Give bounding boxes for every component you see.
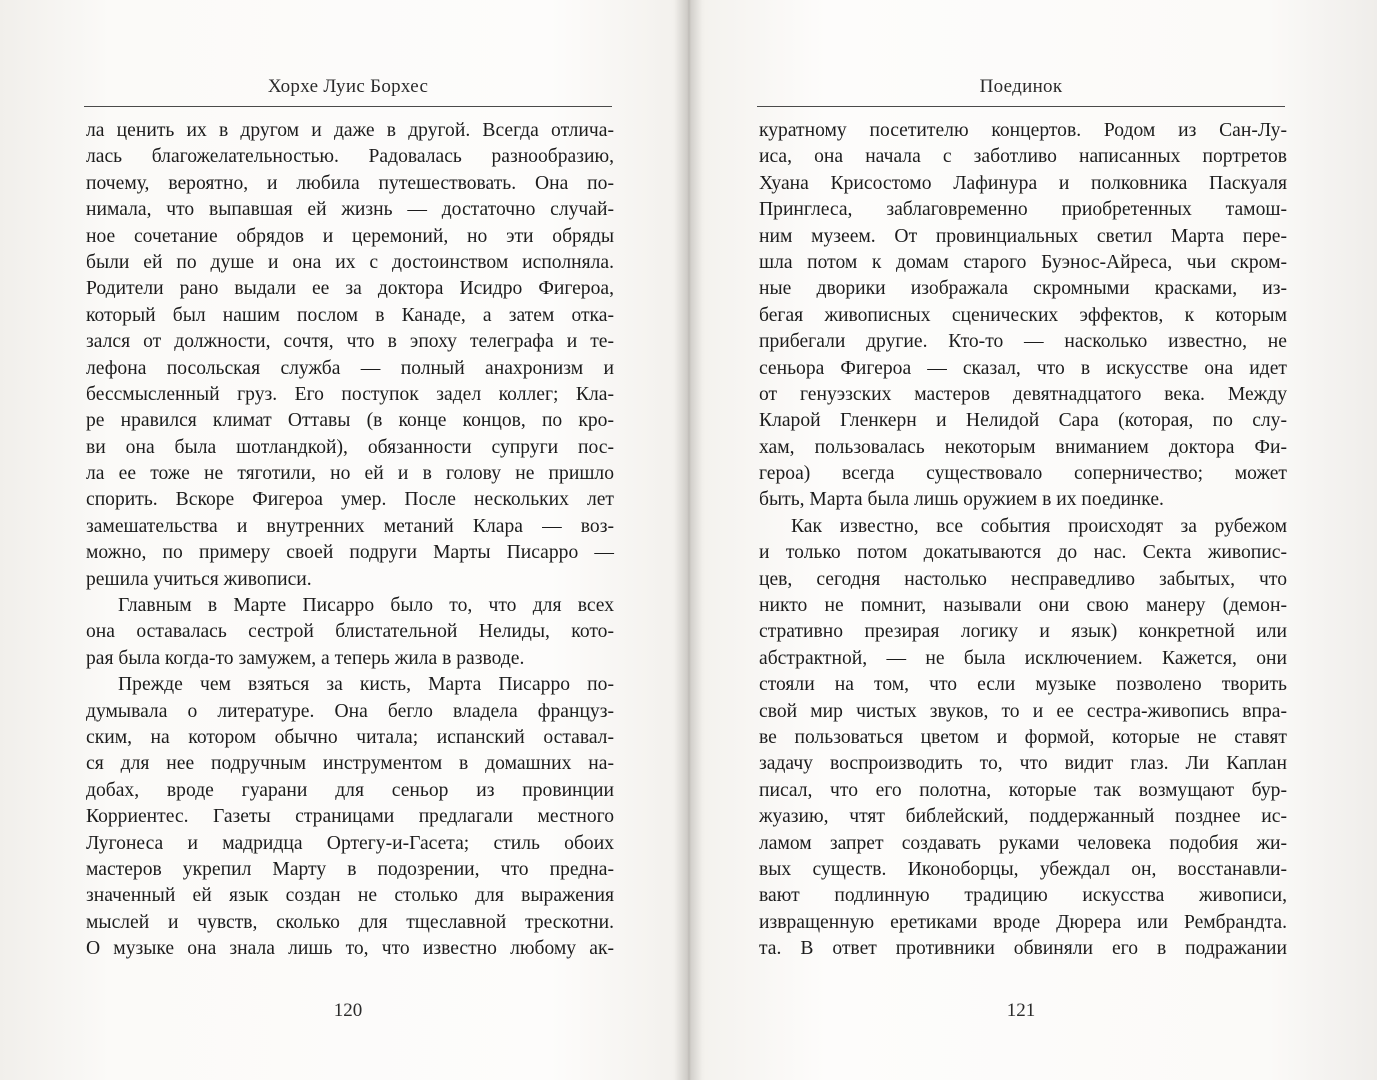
text-line: бессмысленный груз. Его поступок задел коллег; Кла- xyxy=(86,383,614,405)
text-line: бегая живописных сценических эффектов, к которым xyxy=(759,304,1287,326)
text-line: вых существ. Иконоборцы, убеждал он, восстанавли- xyxy=(759,858,1287,880)
text-line: мыслей и чувств, сколько для тщеславной трескотни. xyxy=(86,911,614,933)
text-line: свой мир чистых звуков, то и ее сестра-живопись впра- xyxy=(759,700,1287,722)
text-line: думывала о литературе. Она бегло владела француз- xyxy=(86,700,614,722)
text-line: Кларой Гленкерн и Нелидой Сара (которая, по слу- xyxy=(759,410,1287,432)
text-line: Главным в Марте Писарро было то, что для всех xyxy=(118,595,614,617)
text-line: ви она была шотландкой), обязанности супруги пос- xyxy=(86,436,614,458)
text-line: Хуана Крисостомо Лафинура и полковника Паскуаля xyxy=(759,172,1287,194)
text-line: вают подлинную традицию искусства живописи, xyxy=(759,885,1287,907)
text-line: хам, пользовалась некоторым вниманием доктора Фи- xyxy=(759,436,1287,458)
text-line: ре нравился климат Оттавы (в конце концов, по кро- xyxy=(86,410,614,432)
text-line: ским, на котором обычно читала; испанский оставал- xyxy=(86,726,614,748)
text-line: абстрактной, — не была исключением. Кажется, они xyxy=(759,647,1287,669)
text-line: решила учиться живописи. xyxy=(86,568,312,590)
text-line: рая была когда-то замужем, а теперь жила в разводе. xyxy=(86,647,525,669)
text-line: добах, вроде гуарани для сеньор из провинции xyxy=(86,779,614,801)
text-line: извращенную еретиками вроде Дюрера или Рембрандта. xyxy=(759,911,1287,933)
text-line: можно, по примеру своей подруги Марты Писарро — xyxy=(86,542,614,564)
page-number: 120 xyxy=(333,1000,363,1021)
text-line: ные дворики изображала скромными красками, из- xyxy=(759,278,1287,300)
text-line: спорить. Вскоре Фигероа умер. После нескольких лет xyxy=(86,489,614,511)
text-line: Родители рано выдали ее за доктора Исидро Фигероа, xyxy=(86,278,614,300)
text-line: ним музеем. От провинциальных светил Марта пере- xyxy=(759,225,1287,247)
text-line: она оставалась сестрой блистательной Нелиды, кото- xyxy=(86,621,614,643)
text-line: куратному посетителю концертов. Родом из Сан-Лу- xyxy=(759,120,1287,141)
text-line: нимала, что выпавшая ей жизнь — достаточно случай- xyxy=(86,199,614,221)
text-line: прибегали другие. Кто-то — насколько известно, не xyxy=(759,331,1287,353)
text-line: стояли на том, что если музыке позволено творить xyxy=(759,674,1287,696)
text-line: мастеров укрепил Марту в подозрении, что предна- xyxy=(86,858,614,880)
text-line: героа) всегда существовало соперничество; может xyxy=(759,463,1287,485)
text-line: ла ее тоже не тяготили, но ей и в голову не пришло xyxy=(86,463,614,485)
text-line: Прежде чем взяться за кисть, Марта Писарро по- xyxy=(118,674,614,696)
text-line: ламом запрет создавать руками человека подобия жи- xyxy=(759,832,1287,854)
text-line: Принглеса, заблаговременно приобретенных тамош- xyxy=(759,199,1287,221)
left-page xyxy=(0,0,688,1080)
text-line: и только потом докатываются до нас. Секта живопис- xyxy=(759,542,1287,564)
text-line: почему, вероятно, и любила путешествовать. Она по- xyxy=(86,172,614,194)
text-line: зался от должности, сочтя, что в эпоху телеграфа и те- xyxy=(86,331,614,353)
text-line: та. В ответ противники обвиняли его в подражании xyxy=(759,938,1287,960)
text-line: ла ценить их в другом и даже в другой. Всегда отлича- xyxy=(86,120,614,141)
text-line: задачу воспроизводить то, что видит глаз. Ли Каплан xyxy=(759,753,1287,775)
text-line: ное сочетание обрядов и церемоний, но эти обряды xyxy=(86,225,614,247)
text-line: иса, она начала с заботливо написанных портретов xyxy=(759,146,1287,168)
text-line: ся для нее подручным инструментом в домашних на- xyxy=(86,753,614,775)
text-line: Корриентес. Газеты страницами предлагали местного xyxy=(86,806,614,828)
text-line: ве пользоваться цветом и формой, которые не ставят xyxy=(759,726,1287,748)
header-rule xyxy=(757,106,1285,107)
running-head-title: Поединок xyxy=(979,76,1063,97)
page-number: 121 xyxy=(1006,1000,1036,1021)
text-line: шла потом к домам старого Буэнос-Айреса, чьи скром- xyxy=(759,251,1287,273)
text-line: жуазию, чтят библейский, поддержанный позднее ис- xyxy=(759,806,1287,828)
text-line: от генуэзских мастеров девятнадцатого века. Между xyxy=(759,383,1287,405)
text-line: были ей по душе и она их с достоинством исполняла. xyxy=(86,251,614,273)
text-line: Лугонеса и мадридца Ортегу-и-Гасета; стиль обоих xyxy=(86,832,614,854)
text-line: лефона посольская служба — полный анахронизм и xyxy=(86,357,614,379)
text-line: О музыке она знала лишь то, что известно любому ак- xyxy=(86,938,614,960)
text-line: быть, Марта была лишь оружием в их поединке. xyxy=(759,489,1164,511)
text-line: замешательства и внутренних метаний Клара — воз- xyxy=(86,515,614,537)
text-line: никто не помнит, называли они свою манеру (демон- xyxy=(759,595,1287,617)
text-line: сеньора Фигероа — сказал, что в искусстве она идет xyxy=(759,357,1287,379)
left-body-text xyxy=(86,118,614,963)
header-rule xyxy=(84,106,612,107)
text-line: стративно презирая логику и язык) конкретной или xyxy=(759,621,1287,643)
text-line: цев, сегодня настолько несправедливо забытых, что xyxy=(759,568,1287,590)
text-line: лась благожелательностью. Радовалась разнообразию, xyxy=(86,146,614,168)
right-page xyxy=(689,0,1377,1080)
text-line: писал, что его полотна, которые так возмущают бур- xyxy=(759,779,1287,801)
running-head-author: Хорхе Луис Борхес xyxy=(267,76,429,97)
text-line: значенный ей язык создан не столько для выражения xyxy=(86,885,614,907)
text-line: Как известно, все события происходят за рубежом xyxy=(791,515,1287,537)
text-line: который был нашим послом в Канаде, а затем отка- xyxy=(86,304,614,326)
right-body-text xyxy=(759,118,1287,963)
